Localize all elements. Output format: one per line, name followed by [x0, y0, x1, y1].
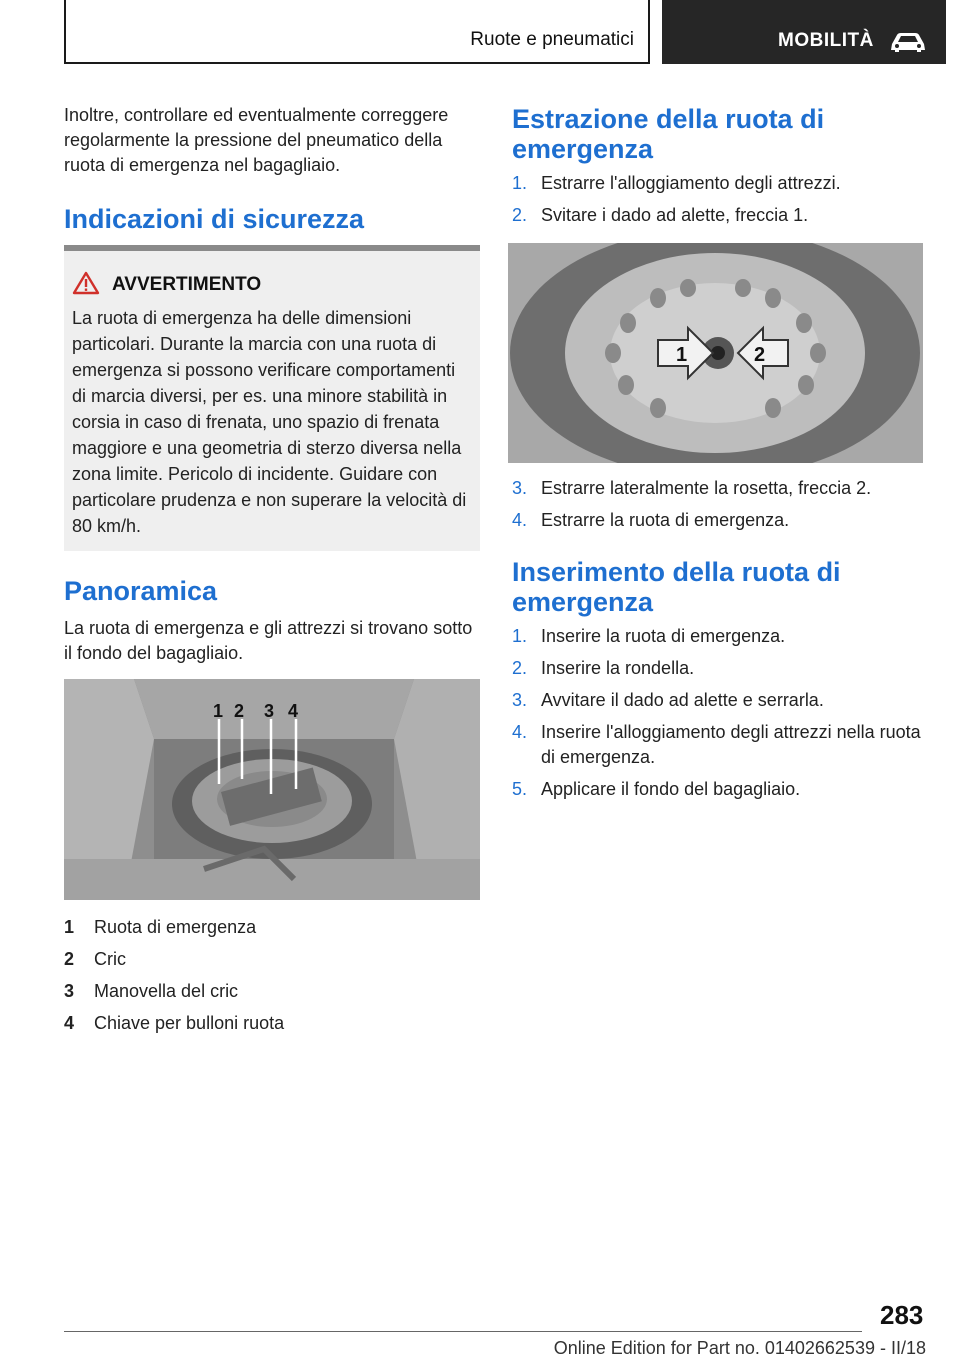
legend-item: [64, 1007, 480, 1039]
removal-steps-b: [512, 476, 924, 540]
step-text: Estrarre l'alloggiamento degli attrezzi.: [541, 173, 841, 193]
insert-steps: [512, 624, 924, 809]
step-text: Inserire la ruota di emergenza.: [541, 626, 786, 646]
page-number: 283: [880, 1300, 924, 1330]
arrow-label-2: 2: [754, 344, 766, 366]
removal-heading: Estrazione della ruota di emergenza: [512, 104, 825, 164]
insert-heading: Inserimento della ruota di emergenza: [512, 557, 841, 617]
footer-edition: Online Edition for Part no. 01402662539 - II/18: [553, 1338, 926, 1358]
photo-legend: [64, 911, 480, 1039]
legend-number: 3: [64, 980, 75, 1001]
step-number: 1.: [512, 626, 528, 646]
header-chapter-box: [64, 0, 650, 64]
step-text: Inserire l'alloggiamento degli attrezzi nella ruota di emergenza.: [541, 722, 921, 767]
legend-label: Cric: [94, 948, 126, 969]
step-text: Inserire la rondella.: [541, 658, 695, 678]
removal-steps-a: [512, 171, 924, 235]
overview-heading: Panoramica: [64, 576, 218, 606]
legend-number: 4: [64, 1012, 75, 1033]
callout-4: 4: [288, 701, 299, 721]
header-section-box: [662, 0, 946, 64]
step-number: 5.: [512, 779, 528, 799]
warning-triangle-icon: [72, 271, 100, 295]
step-number: 1.: [512, 173, 528, 193]
step-text: Estrarre lateralmente la rosetta, freccia 2.: [541, 478, 872, 498]
warning-title: AVVERTIMENTO: [112, 274, 262, 295]
legend-number: 2: [64, 948, 75, 969]
intro-paragraph: Inoltre, controllare ed eventualmente correggere regolarmente la pressione del pneumatico della ruota di emergenza nel bagagliaio.: [64, 105, 449, 175]
legend-item: [64, 975, 480, 1007]
step-text: Applicare il fondo del bagagliaio.: [541, 779, 801, 799]
arrow-label-1: 1: [676, 344, 688, 366]
safety-heading: Indicazioni di sicurezza: [64, 204, 365, 234]
legend-label: Manovella del cric: [94, 980, 239, 1001]
header-chapter-title: Ruote e pneumatici: [470, 29, 634, 50]
callout-2: 2: [234, 701, 245, 721]
callout-3: 3: [264, 701, 275, 721]
step-number: 4.: [512, 722, 528, 742]
step-item: [512, 171, 924, 196]
step-text: Svitare i dado ad alette, freccia 1.: [541, 205, 809, 225]
step-text: Estrarre la ruota di emergenza.: [541, 510, 790, 530]
warning-text: La ruota di emergenza ha delle dimensioni particolari. Durante la marcia con una ruota di emergenza si possono verificare comportamenti di marcia diversi, per es. una minore stabilità in corsia in caso di frenata, uno spazio di frenata maggiore e una geometria di sterzo diversa nella zona limite. Pericolo di incidente. Guidare con particolare prudenza e non superare la velocità di 80 km/h.: [72, 308, 467, 536]
step-item: [512, 203, 924, 228]
overview-paragraph: La ruota di emergenza e gli attrezzi si trovano sotto il fondo del bagagliaio.: [64, 618, 473, 663]
legend-number: 1: [64, 916, 75, 937]
step-number: 2.: [512, 658, 528, 678]
step-number: 2.: [512, 205, 528, 225]
step-item: [512, 777, 924, 802]
header-section-title: MOBILITÀ: [778, 30, 874, 51]
step-number: 3.: [512, 478, 528, 498]
step-item: [512, 476, 924, 501]
step-item: [512, 656, 924, 681]
step-number: 3.: [512, 690, 528, 710]
spare-wheel-nut-photo: [508, 243, 923, 463]
step-item: [512, 508, 924, 533]
trunk-spare-wheel-photo: [64, 679, 480, 900]
legend-item: [64, 911, 480, 943]
legend-label: Chiave per bulloni ruota: [94, 1012, 285, 1033]
step-item: [512, 688, 924, 713]
legend-label: Ruota di emergenza: [94, 916, 257, 937]
legend-item: [64, 943, 480, 975]
callout-1: 1: [213, 701, 224, 721]
footer-rule: [64, 1331, 862, 1332]
step-item: [512, 624, 924, 649]
step-item: [512, 720, 924, 770]
step-text: Avvitare il dado ad alette e serrarla.: [541, 690, 824, 710]
car-icon: [888, 30, 928, 54]
step-number: 4.: [512, 510, 528, 530]
